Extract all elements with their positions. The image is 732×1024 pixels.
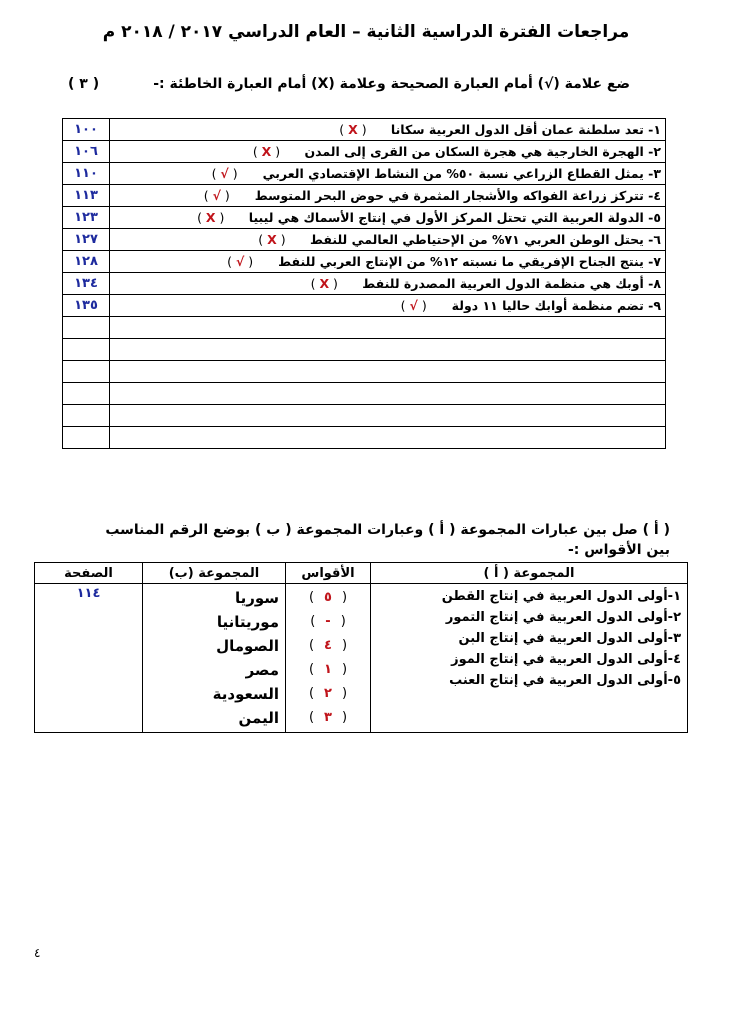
tf-statement-cell: [110, 339, 666, 361]
tf-row: [63, 251, 666, 273]
tf-page-number: ١١٠: [63, 163, 110, 185]
tf-statement: ٩- تضم منظمة أوابك حاليا ١١ دولة: [451, 298, 661, 313]
tf-page-number: ١٢٨: [63, 251, 110, 273]
group-b-item: الصومال: [216, 637, 279, 655]
tf-instruction-text: ضع علامة (√) أمام العبارة الصحيحة وعلامة (X) أمام العبارة الخاطئة :-: [153, 76, 630, 92]
group-b-item: موريتانيا: [216, 613, 279, 631]
page-number: ٤: [34, 946, 41, 960]
tf-answer-mark: ( √ ): [400, 298, 427, 313]
tf-row: [63, 317, 666, 339]
matching-table: [34, 562, 688, 733]
page-title: مراجعات الفترة الدراسية الثانية – العام الدراسي ٢٠١٧ / ٢٠١٨ م: [102, 22, 630, 42]
tf-row: [63, 427, 666, 449]
tf-page-number: ١٣٥: [63, 295, 110, 317]
tf-statement-cell: [110, 229, 666, 251]
tf-row: [63, 141, 666, 163]
tf-page-number: [63, 427, 110, 449]
tf-row: [63, 229, 666, 251]
arc-answer-value: ٥: [324, 590, 332, 605]
arc-answer-value: ١: [324, 662, 332, 677]
tf-answer-mark: ( X ): [258, 232, 286, 247]
tf-row: [63, 339, 666, 361]
tf-answer-mark: ( √ ): [211, 166, 238, 181]
tf-statement-cell: [110, 383, 666, 405]
tf-statement: ٤- تتركز زراعة الفواكه والأشجار المثمرة في حوض البحر المتوسط: [254, 188, 661, 203]
tf-statement-cell: [110, 141, 666, 163]
tf-page-number: ١٢٧: [63, 229, 110, 251]
tf-page-number: [63, 317, 110, 339]
cross-mark-icon: X: [319, 276, 330, 291]
arc-answer-value: -: [325, 614, 331, 629]
tf-statement-cell: [110, 361, 666, 383]
group-b-item: سوريا: [234, 589, 279, 607]
tf-statement: ٦- يحتل الوطن العربي ٧١% من الإحتياطي العالمي للنفط: [309, 232, 661, 247]
tf-page-number: ١٣٤: [63, 273, 110, 295]
tf-page-number: ١٢٣: [63, 207, 110, 229]
matching-instruction: ( أ ) صل بين عبارات المجموعة ( أ ) وعبارات المجموعة ( ب ) بوضع الرقم المناسب بين الأقواس :-: [105, 522, 670, 558]
check-mark-icon: √: [212, 188, 221, 203]
tf-answer-mark: ( √ ): [227, 254, 254, 269]
cross-mark-icon: X: [267, 232, 277, 247]
matching-header-row: [35, 563, 688, 584]
tf-statement-cell: [110, 163, 666, 185]
matching-page-cell: ١١٤: [35, 584, 143, 733]
arc-answer: ( ٤ ): [308, 638, 348, 653]
tf-page-number: [63, 383, 110, 405]
arc-answer: ( ٣ ): [308, 710, 348, 725]
tf-page-number: [63, 339, 110, 361]
group-b-item: اليمن: [238, 709, 279, 727]
group-a-item: ١-أولى الدول العربية في إنتاج القطن: [441, 589, 681, 604]
tf-statement: ٣- يمثل القطاع الزراعي نسبة ٥٠% من النشاط الإقتصادي العربي: [262, 166, 661, 181]
group-a-cell: [371, 584, 688, 733]
cross-mark-icon: X: [205, 210, 216, 225]
tf-statement: ٨- أوبك هي منظمة الدول العربية المصدرة للنفط: [362, 276, 661, 291]
tf-row: [63, 119, 666, 141]
group-a-item: ٣-أولى الدول العربية في إنتاج البن: [458, 631, 681, 646]
arc-answer-value: ٤: [324, 638, 332, 653]
arc-answer-value: ٢: [324, 686, 332, 701]
tf-statement: ١- تعد سلطنة عمان أقل الدول العربية سكانا: [390, 122, 661, 137]
tf-statement: ٢- الهجرة الخارجية هي هجرة السكان من القرى إلى المدن: [304, 144, 661, 159]
tf-statement-cell: [110, 427, 666, 449]
header-arcs: الأقواس: [286, 563, 371, 584]
tf-row: [63, 207, 666, 229]
header-page: الصفحة: [35, 563, 143, 584]
arc-answer: ( ١ ): [308, 662, 348, 677]
check-mark-icon: √: [235, 254, 245, 269]
header-group-a: المجموعة ( أ ): [371, 563, 688, 584]
arc-answer: ( - ): [310, 614, 346, 629]
tf-answer-mark: ( X ): [310, 276, 338, 291]
tf-statement-cell: [110, 207, 666, 229]
tf-row: [63, 405, 666, 427]
tf-statement-cell: [110, 119, 666, 141]
cross-mark-icon: X: [348, 122, 358, 137]
tf-row: [63, 383, 666, 405]
tf-page-number: ١٠٦: [63, 141, 110, 163]
tf-statement-cell: [110, 295, 666, 317]
tf-row: [63, 185, 666, 207]
tf-page-number: ١١٣: [63, 185, 110, 207]
tf-row: [63, 361, 666, 383]
check-mark-icon: √: [220, 166, 229, 181]
arc-answer-value: ٣: [324, 710, 332, 725]
tf-statement: ٥- الدولة العربية التي تحتل المركز الأول في إنتاج الأسماك هي ليبيا: [248, 210, 661, 225]
tf-page-number: ١٠٠: [63, 119, 110, 141]
cross-mark-icon: X: [261, 144, 272, 159]
group-b-item: السعودية: [212, 685, 279, 703]
check-mark-icon: √: [409, 298, 418, 313]
tf-answer-mark: ( X ): [252, 144, 281, 159]
tf-statement-cell: [110, 251, 666, 273]
header-group-b: المجموعة (ب): [143, 563, 286, 584]
group-b-cell: [143, 584, 286, 733]
tf-answer-mark: ( X ): [197, 210, 225, 225]
arcs-cell: [286, 584, 371, 733]
group-a-item: ٥-أولى الدول العربية في إنتاج العنب: [449, 673, 681, 688]
tf-answer-mark: ( X ): [339, 122, 367, 137]
tf-statement-cell: [110, 273, 666, 295]
group-a-item: ٤-أولى الدول العربية في إنتاج الموز: [451, 652, 681, 667]
tf-page-number: [63, 361, 110, 383]
arc-answer: ( ٥ ): [308, 590, 348, 605]
tf-statement-cell: [110, 317, 666, 339]
tf-score: ( ٣ ): [68, 76, 100, 92]
tf-instruction: [68, 76, 630, 92]
tf-row: [63, 295, 666, 317]
group-a-item: ٢-أولى الدول العربية في إنتاج التمور: [445, 610, 681, 625]
group-b-item: مصر: [245, 661, 279, 679]
arc-answer: ( ٢ ): [308, 686, 348, 701]
tf-statement-cell: [110, 405, 666, 427]
true-false-table: [62, 118, 666, 449]
matching-body-row: [35, 584, 688, 733]
tf-page-number: [63, 405, 110, 427]
tf-row: [63, 273, 666, 295]
tf-statement: ٧- ينتج الجناح الإفريقي ما نسبته ١٢% من الإنتاج العربي للنفط: [278, 254, 661, 269]
tf-answer-mark: ( √ ): [203, 188, 230, 203]
tf-statement-cell: [110, 185, 666, 207]
tf-row: [63, 163, 666, 185]
